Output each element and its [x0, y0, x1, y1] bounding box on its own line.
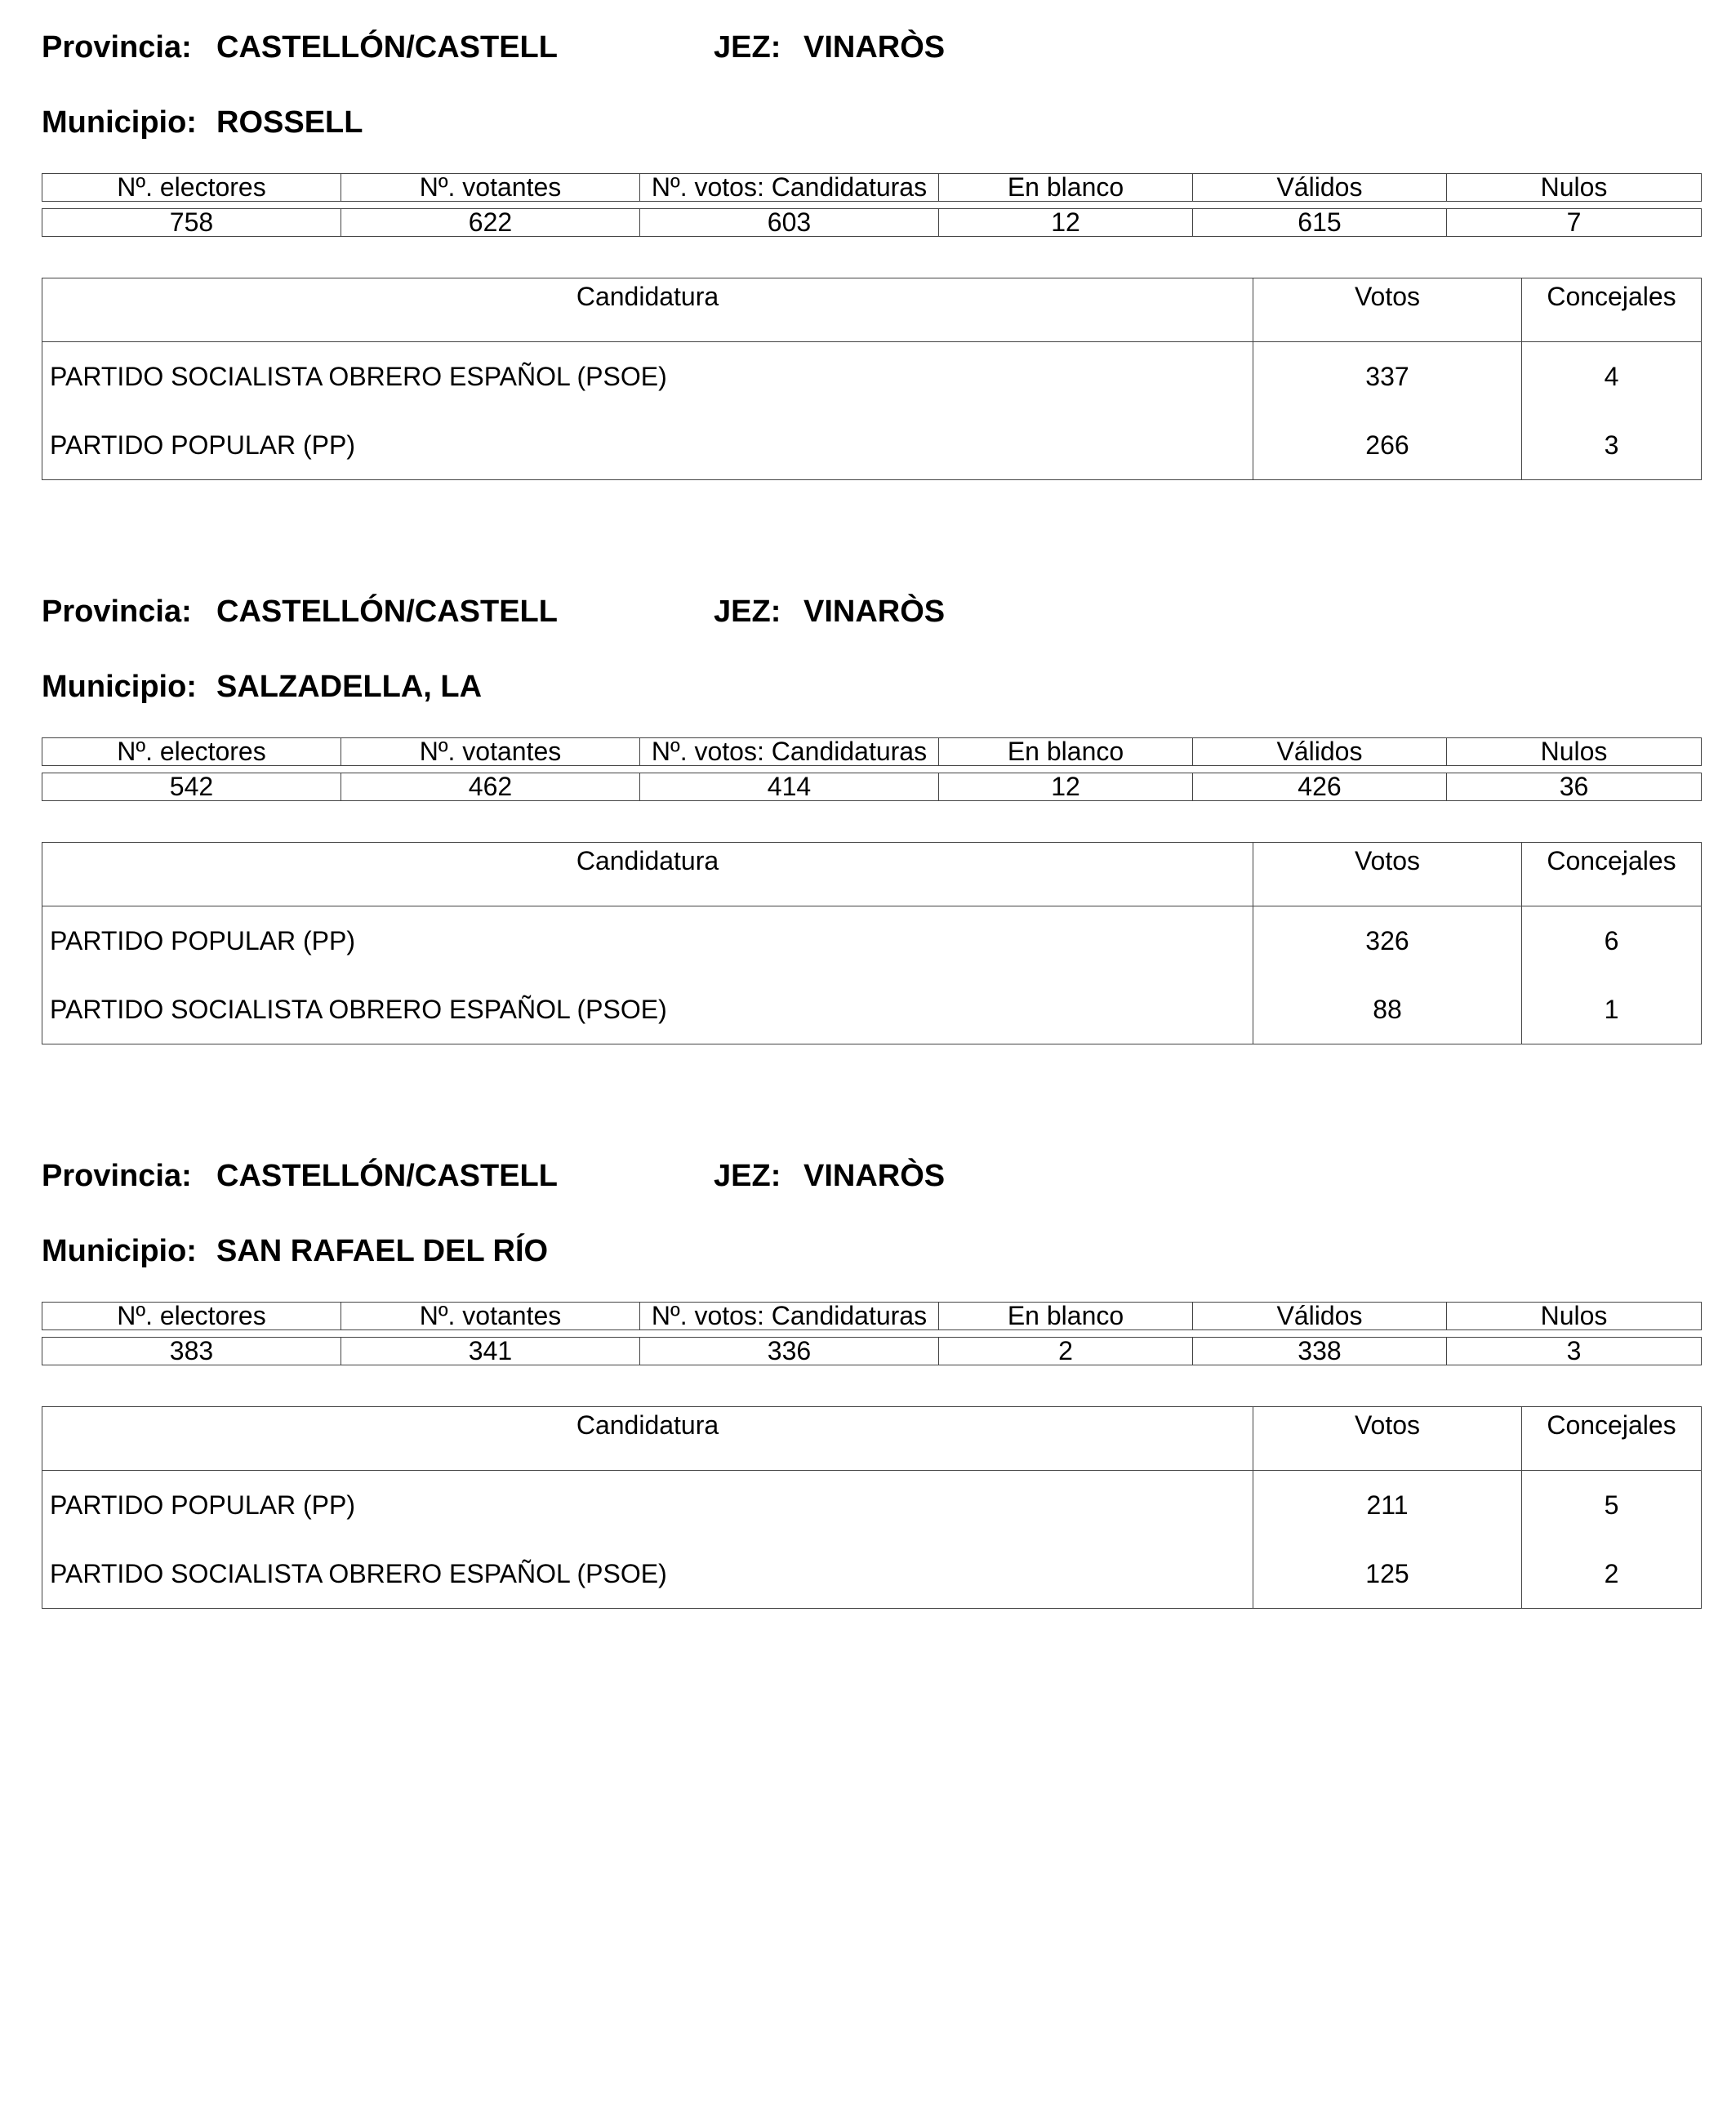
stats-header-validos: Válidos [1193, 174, 1447, 202]
stats-header-votantes: Nº. votantes [341, 174, 640, 202]
stats-validos: 338 [1193, 1338, 1447, 1365]
stats-table [42, 1302, 1702, 1365]
stats-electores: 383 [42, 1338, 341, 1365]
stats-nulos: 7 [1447, 209, 1702, 237]
jez-label: JEZ: [714, 595, 781, 629]
provincia-value: CASTELLÓN/CASTELL [216, 595, 558, 629]
candidatura-concejales: 2 [1522, 1539, 1702, 1609]
stats-votantes: 341 [341, 1338, 640, 1365]
candidatura-name: PARTIDO POPULAR (PP) [42, 906, 1253, 976]
stats-validos: 615 [1193, 209, 1447, 237]
stats-electores: 542 [42, 773, 341, 801]
candidaturas-table [42, 1406, 1702, 1609]
stats-header-electores: Nº. electores [42, 174, 341, 202]
stats-votos-candidaturas: 603 [640, 209, 939, 237]
candidaturas-header-row [42, 278, 1702, 342]
candidatura-name: PARTIDO POPULAR (PP) [42, 1471, 1253, 1540]
candidatura-votos: 266 [1253, 411, 1522, 480]
candidaturas-header-row [42, 843, 1702, 906]
stats-validos: 426 [1193, 773, 1447, 801]
candidatura-row [42, 1471, 1702, 1540]
stats-blanco: 12 [939, 209, 1193, 237]
stats-header-nulos: Nulos [1447, 174, 1702, 202]
stats-votos-candidaturas: 414 [640, 773, 939, 801]
jez-value: VINARÒS [803, 595, 946, 629]
municipio-value: SALZADELLA, LA [216, 670, 483, 704]
stats-header-nulos: Nulos [1447, 1303, 1702, 1330]
candidatura-row [42, 975, 1702, 1044]
candidatura-name: PARTIDO POPULAR (PP) [42, 411, 1253, 480]
provincia-value: CASTELLÓN/CASTELL [216, 1159, 558, 1193]
stats-header-validos: Válidos [1193, 738, 1447, 766]
jez-value: VINARÒS [803, 30, 946, 65]
stats-header-votantes: Nº. votantes [341, 1303, 640, 1330]
stats-header-votos-candidaturas: Nº. votos: Candidaturas [640, 738, 939, 766]
stats-value-row [42, 773, 1702, 801]
stats-header-votos-candidaturas: Nº. votos: Candidaturas [640, 174, 939, 202]
stats-electores: 758 [42, 209, 341, 237]
candidatura-concejales: 3 [1522, 411, 1702, 480]
jez-label: JEZ: [714, 1159, 781, 1193]
candidatura-votos: 337 [1253, 342, 1522, 412]
votos-header: Votos [1253, 1407, 1522, 1471]
stats-votantes: 462 [341, 773, 640, 801]
stats-nulos: 3 [1447, 1338, 1702, 1365]
concejales-header: Concejales [1522, 843, 1702, 906]
concejales-header: Concejales [1522, 1407, 1702, 1471]
stats-header-blanco: En blanco [939, 174, 1193, 202]
municipio-block-salzadella [0, 564, 1736, 1022]
municipio-label: Municipio: [42, 670, 197, 704]
municipio-block-rossell [0, 0, 1736, 460]
candidatura-concejales: 5 [1522, 1471, 1702, 1540]
candidatura-header: Candidatura [42, 1407, 1253, 1471]
candidatura-row [42, 342, 1702, 412]
candidatura-votos: 88 [1253, 975, 1522, 1044]
candidatura-row [42, 906, 1702, 976]
candidaturas-table [42, 278, 1702, 480]
candidatura-votos: 125 [1253, 1539, 1522, 1609]
candidatura-concejales: 1 [1522, 975, 1702, 1044]
candidatura-concejales: 4 [1522, 342, 1702, 412]
municipio-label: Municipio: [42, 105, 197, 140]
stats-votantes: 622 [341, 209, 640, 237]
stats-header-row [42, 738, 1702, 766]
provincia-label: Provincia: [42, 30, 192, 65]
stats-nulos: 36 [1447, 773, 1702, 801]
stats-header-row [42, 174, 1702, 202]
municipio-block-san-rafael [0, 1129, 1736, 1586]
candidatura-name: PARTIDO SOCIALISTA OBRERO ESPAÑOL (PSOE) [42, 975, 1253, 1044]
candidatura-concejales: 6 [1522, 906, 1702, 976]
candidatura-name: PARTIDO SOCIALISTA OBRERO ESPAÑOL (PSOE) [42, 1539, 1253, 1609]
stats-header-blanco: En blanco [939, 738, 1193, 766]
provincia-label: Provincia: [42, 595, 192, 629]
candidaturas-table [42, 842, 1702, 1044]
municipio-label: Municipio: [42, 1234, 197, 1268]
stats-header-electores: Nº. electores [42, 738, 341, 766]
candidatura-votos: 326 [1253, 906, 1522, 976]
candidatura-row [42, 1539, 1702, 1609]
stats-header-electores: Nº. electores [42, 1303, 341, 1330]
stats-table [42, 173, 1702, 237]
municipio-value: ROSSELL [216, 105, 363, 140]
provincia-label: Provincia: [42, 1159, 192, 1193]
votos-header: Votos [1253, 278, 1522, 342]
provincia-value: CASTELLÓN/CASTELL [216, 30, 558, 65]
candidatura-header: Candidatura [42, 278, 1253, 342]
stats-header-validos: Válidos [1193, 1303, 1447, 1330]
stats-votos-candidaturas: 336 [640, 1338, 939, 1365]
stats-value-row [42, 1338, 1702, 1365]
concejales-header: Concejales [1522, 278, 1702, 342]
candidaturas-header-row [42, 1407, 1702, 1471]
votos-header: Votos [1253, 843, 1522, 906]
stats-blanco: 2 [939, 1338, 1193, 1365]
candidatura-header: Candidatura [42, 843, 1253, 906]
jez-label: JEZ: [714, 30, 781, 65]
candidatura-row [42, 411, 1702, 480]
jez-value: VINARÒS [803, 1159, 946, 1193]
stats-header-blanco: En blanco [939, 1303, 1193, 1330]
candidatura-name: PARTIDO SOCIALISTA OBRERO ESPAÑOL (PSOE) [42, 342, 1253, 412]
municipio-value: SAN RAFAEL DEL RÍO [216, 1234, 549, 1268]
candidatura-votos: 211 [1253, 1471, 1522, 1540]
stats-table [42, 737, 1702, 801]
stats-value-row [42, 209, 1702, 237]
stats-blanco: 12 [939, 773, 1193, 801]
stats-header-nulos: Nulos [1447, 738, 1702, 766]
stats-header-votos-candidaturas: Nº. votos: Candidaturas [640, 1303, 939, 1330]
stats-header-row [42, 1303, 1702, 1330]
stats-header-votantes: Nº. votantes [341, 738, 640, 766]
